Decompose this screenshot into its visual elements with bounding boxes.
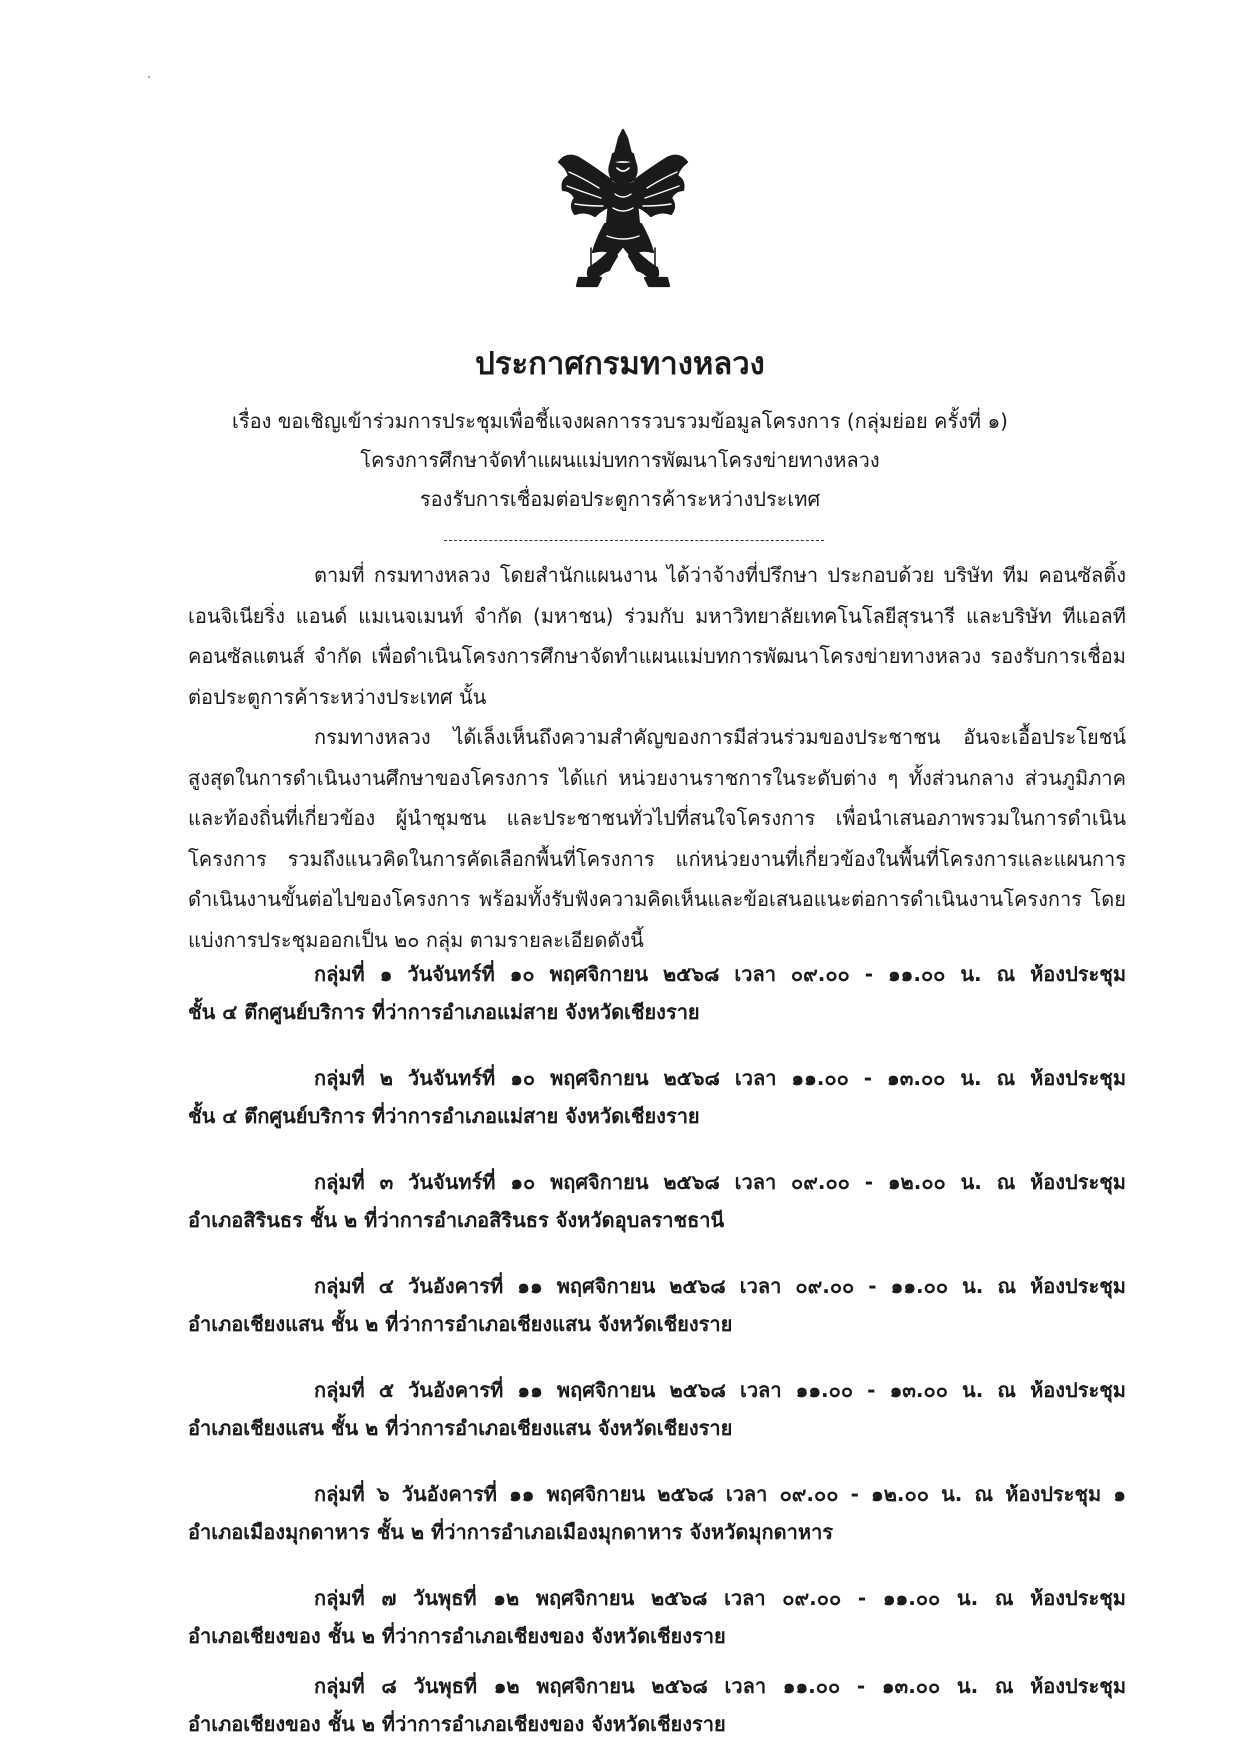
meeting-group-8	[188, 1667, 1126, 1743]
meeting-group-venue: ชั้น ๔ ตึกศูนย์บริการ ที่ว่าการอำเภอแม่สาย จังหวัดเชียงราย	[188, 1000, 700, 1024]
meeting-group-schedule: กลุ่มที่ ๔ วันอังคารที่ ๑๑ พฤศจิกายน ๒๕๖๘ เวลา ๐๙.๐๐ - ๑๑.๐๐ น. ณ ห้องประชุม	[314, 1274, 1126, 1298]
meeting-group-schedule: กลุ่มที่ ๑ วันจันทร์ที่ ๑๐ พฤศจิกายน ๒๕๖๘ เวลา ๐๙.๐๐ - ๑๑.๐๐ น. ณ ห้องประชุม	[314, 962, 1126, 986]
meeting-group-1	[188, 955, 1126, 1031]
meeting-group-venue: อำเภอเชียงแสน ชั้น ๒ ที่ว่าการอำเภอเชียงแสน จังหวัดเชียงราย	[188, 1312, 733, 1336]
meeting-group-schedule: กลุ่มที่ ๒ วันจันทร์ที่ ๑๐ พฤศจิกายน ๒๕๖๘ เวลา ๑๑.๐๐ - ๑๓.๐๐ น. ณ ห้องประชุม	[314, 1066, 1126, 1090]
purpose-paragraph: กรมทางหลวง ได้เล็งเห็นถึงความสำคัญของการมีส่วนร่วมของประชาชน อันจะเอื้อประโยชน์สูงสุดในการดำเนินงานศึกษาของโครงการ ได้แก่ หน่วยงานราชการในระดับต่าง ๆ ทั้งส่วนกลาง ส่วนภูมิภาค และท้องถิ่นที่เกี่ยวข้อง ผู้นำชุมชน และประชาชนทั่วไปที่สนใจโครงการ เพื่อนำเสนอภาพรวมในการดำเนินโครงการ รวมถึงแนวคิดในการคัดเลือกพื้นที่โครงการ แก่หน่วยงานที่เกี่ยวข้องในพื้นที่โครงการและแผนการดำเนินงานขั้นต่อไปของโครงการ พร้อมทั้งรับฟังความคิดเห็นและข้อเสนอแนะต่อการดำเนินงานโครงการ โดยแบ่งการประชุมออกเป็น ๒๐ กลุ่ม ตามรายละเอียดดังนี้	[188, 725, 1126, 952]
meeting-group-4	[188, 1267, 1126, 1343]
meeting-group-2	[188, 1059, 1126, 1135]
scan-speck	[148, 76, 150, 78]
meeting-group-schedule: กลุ่มที่ ๗ วันพุธที่ ๑๒ พฤศจิกายน ๒๕๖๘ เวลา ๐๙.๐๐ - ๑๑.๐๐ น. ณ ห้องประชุม	[314, 1586, 1126, 1610]
project-name-continued-line: รองรับการเชื่อมต่อประตูการค้าระหว่างประเทศ	[419, 487, 821, 511]
meeting-group-7	[188, 1579, 1126, 1655]
subject-line: เรื่อง ขอเชิญเข้าร่วมการประชุมเพื่อชี้แจงผลการรวบรวมข้อมูลโครงการ (กลุ่มย่อย ครั้งที่ ๑)	[232, 409, 1008, 433]
meeting-group-schedule: กลุ่มที่ ๕ วันอังคารที่ ๑๑ พฤศจิกายน ๒๕๖๘ เวลา ๑๑.๐๐ - ๑๓.๐๐ น. ณ ห้องประชุม	[314, 1378, 1126, 1402]
meeting-group-venue: อำเภอเชียงของ ชั้น ๒ ที่ว่าการอำเภอเชียงของ จังหวัดเชียงราย	[188, 1712, 726, 1736]
meeting-group-venue: อำเภอเมืองมุกดาหาร ชั้น ๒ ที่ว่าการอำเภอเมืองมุกดาหาร จังหวัดมุกดาหาร	[188, 1520, 834, 1544]
meeting-group-3	[188, 1163, 1126, 1239]
document-title: ประกาศกรมทางหลวง	[475, 346, 765, 382]
meeting-group-venue: ชั้น ๔ ตึกศูนย์บริการ ที่ว่าการอำเภอแม่สาย จังหวัดเชียงราย	[188, 1104, 700, 1128]
meeting-group-venue: อำเภอเชียงแสน ชั้น ๒ ที่ว่าการอำเภอเชียงแสน จังหวัดเชียงราย	[188, 1416, 733, 1440]
meeting-group-schedule: กลุ่มที่ ๘ วันพุธที่ ๑๒ พฤศจิกายน ๒๕๖๘ เวลา ๑๑.๐๐ - ๑๓.๐๐ น. ณ ห้องประชุม	[314, 1674, 1126, 1698]
intro-paragraph: ตามที่ กรมทางหลวง โดยสำนักแผนงาน ได้ว่าจ้างที่ปรึกษา ประกอบด้วย บริษัท ทีม คอนซัลติ้ง เอนจิเนียริ่ง แอนด์ แมเนจเมนท์ จำกัด (มหาชน) ร่วมกับ มหาวิทยาลัยเทคโนโลยีสุรนารี และบริษัท ทีแอลที คอนซัลแตนส์ จำกัด เพื่อดำเนินโครงการศึกษาจัดทำแผนแม่บทการพัฒนาโครงข่ายทางหลวง รองรับการเชื่อมต่อประตูการค้าระหว่างประเทศ นั้น	[188, 563, 1126, 709]
dashed-divider	[444, 540, 824, 541]
meeting-group-6	[188, 1475, 1126, 1551]
garuda-emblem-icon	[555, 128, 691, 288]
meeting-group-venue: อำเภอสิรินธร ชั้น ๒ ที่ว่าการอำเภอสิรินธร จังหวัดอุบลราชธานี	[188, 1208, 725, 1232]
meeting-group-schedule: กลุ่มที่ ๓ วันจันทร์ที่ ๑๐ พฤศจิกายน ๒๕๖๘ เวลา ๐๙.๐๐ - ๑๒.๐๐ น. ณ ห้องประชุม	[314, 1170, 1126, 1194]
meeting-group-5	[188, 1371, 1126, 1447]
subject-block	[0, 402, 1240, 519]
meeting-group-venue: อำเภอเชียงของ ชั้น ๒ ที่ว่าการอำเภอเชียงของ จังหวัดเชียงราย	[188, 1624, 726, 1648]
project-name-line: โครงการศึกษาจัดทำแผนแม่บทการพัฒนาโครงข่ายทางหลวง	[360, 448, 880, 472]
meeting-group-schedule: กลุ่มที่ ๖ วันอังคารที่ ๑๑ พฤศจิกายน ๒๕๖๘ เวลา ๐๙.๐๐ - ๑๒.๐๐ น. ณ ห้องประชุม ๑	[314, 1482, 1126, 1506]
